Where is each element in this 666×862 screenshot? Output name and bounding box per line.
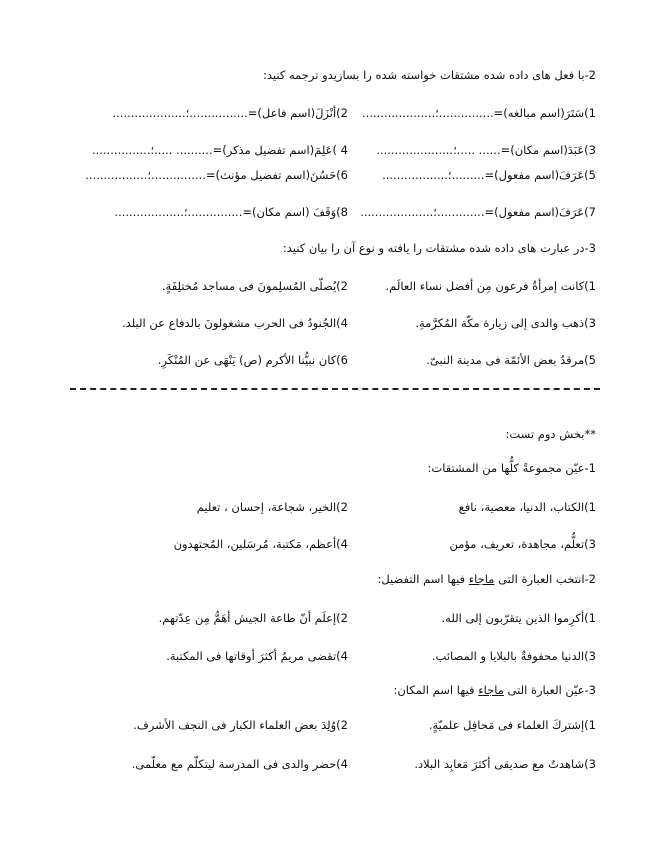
dashed-divider: [70, 388, 600, 390]
q3-heading: [393, 682, 596, 698]
section2-item-4: 4)الجُنودُ فى الحرب مشغولونَ بالدفاع عن البلد.: [122, 316, 348, 330]
q3-option-2: 2)وُلِدَ بعض العلماء الكبار فى النجف الأشرف.: [133, 718, 348, 732]
section1-item-7: 7)عَرَفَ(اسم مفعول)=.............؛....................: [360, 205, 596, 219]
q2-heading-end: فيها اسم التفضيل:: [377, 572, 469, 586]
q2-heading-start: 2-انتخب العبارة التى: [494, 572, 596, 586]
q2-heading: [377, 571, 596, 587]
q3-option-1: 1)إشتركَ العلماء فى مَحافِل علميّةٍ.: [428, 718, 596, 732]
q2-option-1: 1)أكرِموا الذين يتقرّبون إلى الله.: [441, 611, 596, 625]
section2-heading: 3-در عبارت های داده شده مشتقات را یافته و نوع آن را بیان کنید:: [282, 241, 596, 255]
section2-item-5: 5)مرقدُ بعض الأئمّة فى مدينة النبىّ.: [426, 353, 596, 367]
q1-option-3: 3)تعلُّم، مجاهدة، تعريف، مؤمن: [449, 537, 596, 551]
q1-option-2: 2)الخير، شجاعة، إحسان ، تعليم: [196, 500, 348, 514]
section1-item-2: 2)أنْزَلَ(اسم فاعل)=................؛....................: [112, 106, 348, 120]
section1-item-8: 8)وَقَفَ (اسم مکان)=...............؛...................: [114, 205, 348, 219]
section2-item-2: 2)يُصلّى المُسلِمونَ فى مساجد مُختلِفَةٍ.: [161, 279, 348, 293]
section1-item-6: 6)حَسُنَ(اسم تفضیل مؤنث)=...............؛.................: [85, 168, 348, 182]
q2-option-4: 4)تقضى مريمُ أكثرَ أوقاتها فى المكتبة.: [166, 649, 348, 663]
q1-option-1: 1)الكتاب، الدنيا، معصية، نافع: [458, 500, 596, 514]
q3-heading-underlined: ماجاء: [478, 683, 504, 697]
section1-item-4: 4 )عَلِمَ(اسم تفضیل مذکر)=.......... .....؛................: [91, 143, 348, 157]
q2-option-3: 3)الدنيا محفوفةٌ بالبلايا و المصائب.: [431, 649, 596, 663]
q1-heading: 1-عيّن مجموعةً كلُّها من المشتقات:: [427, 461, 596, 475]
q3-option-4: 4)حضر والدى فى المدرسة ليتكلّم مع معلّمى.: [131, 757, 348, 771]
section1-item-5: 5)عَرَفَ(اسم مفعول)=.........؛..................: [382, 168, 596, 182]
q3-heading-end: فيها اسم المكان:: [393, 683, 479, 697]
section1-item-3: 3)عَبَدَ(اسم مکان)=...... .....؛.....................: [376, 143, 596, 157]
q3-heading-start: 3-عيّن العبارة التى: [503, 683, 596, 697]
part2-title: **بخش دوم تست:: [505, 427, 596, 441]
section1-heading: 2-با فعل های داده شده مشتقات خواسته شده را بسازیدو ترجمه کنید:: [263, 68, 596, 82]
q1-option-4: 4)أعظم، مَكتبة، مُرسَلين، المُجتهدون: [173, 537, 348, 551]
section2-item-1: 1)كانت إمرأةُ فرعون مِن أفضل نساء العالَم.: [385, 279, 596, 293]
q3-option-3: 3)شاهدتُ مع صديقى أكثرَ مَعابِد البلاد.: [414, 757, 596, 771]
section2-item-6: 6)كان نبيُّنا الأكرم (ص) يَنْهَى عن المُنْكَرِ.: [157, 353, 348, 367]
section1-item-1: 1)سَتَرَ(اسم مبالغه)=...............؛....................: [362, 106, 596, 120]
q2-option-2: 2)إعلَم أنّ طاعة الجيش أهَمُّ مِن عِدّتهم.: [158, 611, 348, 625]
section2-item-3: 3)ذهب والدى إلى زيارة مكّة المُكرَّمةِ.: [415, 316, 596, 330]
q2-heading-underlined: ماجاء: [468, 572, 495, 586]
